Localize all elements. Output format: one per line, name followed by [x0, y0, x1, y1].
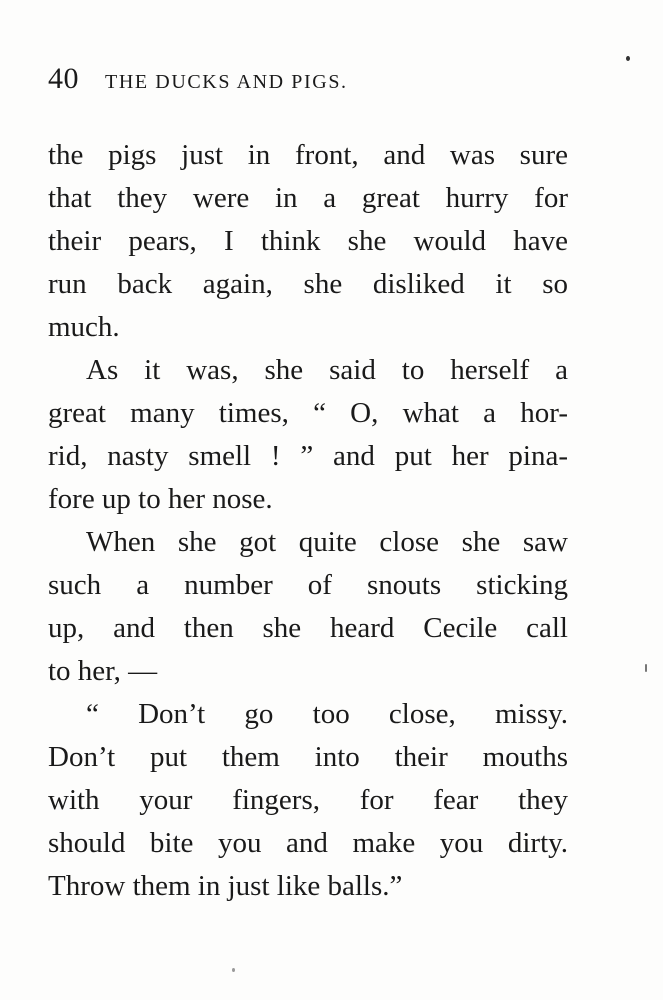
- running-title: THE DUCKS AND PIGS.: [105, 71, 348, 93]
- ink-speck: [645, 664, 647, 672]
- page-number: 40: [48, 62, 79, 95]
- text-line: Throw them in just like balls.”: [48, 870, 403, 902]
- text-line: “ Don’t go too close, missy.: [86, 698, 568, 730]
- running-head: [48, 62, 608, 102]
- text-line: should bite you and make you dirty.: [48, 827, 568, 859]
- text-line: that they were in a great hurry for: [48, 182, 568, 214]
- text-line: As it was, she said to herself a: [86, 354, 568, 386]
- text-line: their pears, I think she would have: [48, 225, 568, 257]
- text-line: much.: [48, 311, 120, 343]
- text-line: run back again, she disliked it so: [48, 268, 568, 300]
- text-line: the pigs just in front, and was sure: [48, 139, 568, 171]
- text-line: to her, —: [48, 655, 158, 687]
- ink-speck: [626, 56, 630, 61]
- text-line: rid, nasty smell ! ” and put her pina-: [48, 440, 568, 472]
- text-line: up, and then she heard Cecile call: [48, 612, 568, 644]
- body-text: [48, 134, 568, 908]
- text-line: When she got quite close she saw: [86, 526, 568, 558]
- text-line: such a number of snouts sticking: [48, 569, 568, 601]
- text-line: fore up to her nose.: [48, 483, 273, 515]
- text-line: with your fingers, for fear they: [48, 784, 568, 816]
- text-line: Don’t put them into their mouths: [48, 741, 568, 773]
- text-line: great many times, “ O, what a hor-: [48, 397, 568, 429]
- ink-speck: [232, 968, 235, 972]
